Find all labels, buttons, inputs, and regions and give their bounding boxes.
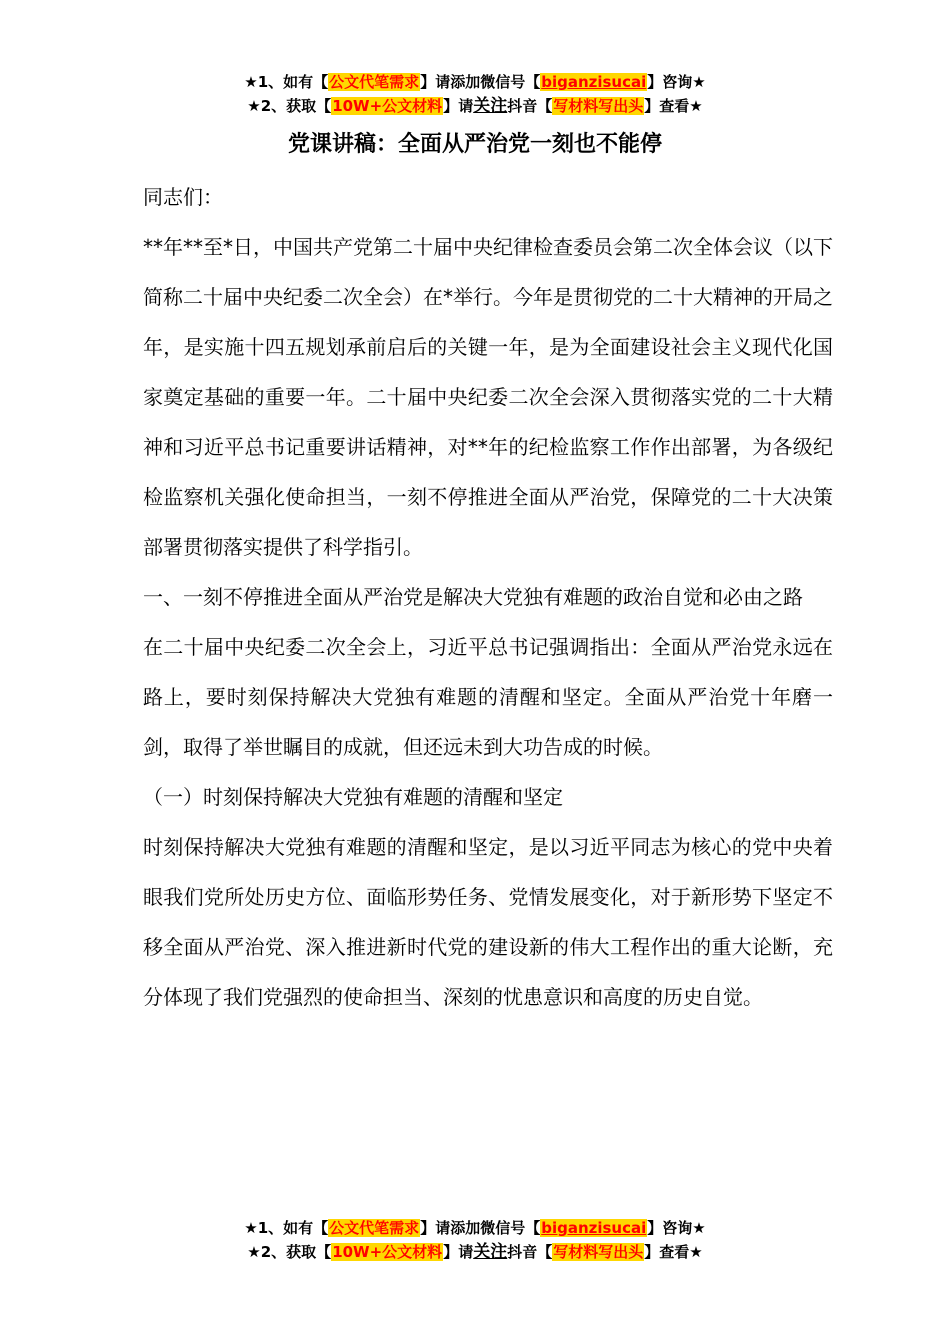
follow-text: 关注 [473,1242,508,1262]
banner-line-1: ★1、如有【公文代笔需求】请添加微信号【biganzisucai】咨询★ [244,1219,706,1237]
subsection-heading-1: （一）时刻保持解决大党独有难题的清醒和坚定 [143,785,563,809]
document-body [143,172,833,1022]
footer-banner [0,1216,950,1264]
section-heading-1: 一、一刻不停推进全面从严治党是解决大党独有难题的政治自觉和必由之路 [143,585,803,609]
paragraph-subsection-1: 时刻保持解决大党独有难题的清醒和坚定，是以习近平同志为核心的党中央着眼我们党所处历史方位、面临形势任务、党情发展变化，对于新形势下坚定不移全面从严治党、深入推进新时代党的建设新的伟大工程作出的重大论断，充分体现了我们党强烈的使命担当、深刻的忧患意识和高度的历史自觉。 [143,835,833,1009]
highlight-materials: 10W+公文材料 [332,1243,443,1261]
wechat-id[interactable]: biganzisucai [541,73,647,91]
wechat-id[interactable]: biganzisucai [541,1219,647,1237]
salutation: 同志们： [143,185,223,209]
highlight-materials: 10W+公文材料 [332,97,443,115]
paragraph-intro: **年**至*日，中国共产党第二十届中央纪律检查委员会第二次全体会议（以下简称二十届中央纪委二次全会）在*举行。今年是贯彻党的二十大精神的开局之年，是实施十四五规划承前启后的关键一年，是为全面建设社会主义现代化国家奠定基础的重要一年。二十届中央纪委二次全会深入贯彻落实党的二十大精神和习近平总书记重要讲话精神，对**年的纪检监察工作作出部署，为各级纪检监察机关强化使命担当，一刻不停推进全面从严治党，保障党的二十大决策部署贯彻落实提供了科学指引。 [143,235,833,559]
header-banner [0,70,950,118]
banner-line-2: ★2、获取【10W+公文材料】请关注抖音【写材料写出头】查看★ [247,96,703,116]
highlight-service: 公文代笔需求 [329,73,420,91]
paragraph-section-1: 在二十届中央纪委二次全会上，习近平总书记强调指出：全面从严治党永远在路上，要时刻保持解决大党独有难题的清醒和坚定。全面从严治党十年磨一剑，取得了举世瞩目的成就，但还远未到大功告成的时候。 [143,635,833,759]
banner-line-2: ★2、获取【10W+公文材料】请关注抖音【写材料写出头】查看★ [247,1242,703,1262]
banner-line-1: ★1、如有【公文代笔需求】请添加微信号【biganzisucai】咨询★ [244,73,706,91]
page-title: 党课讲稿：全面从严治党一刻也不能停 [287,132,662,157]
highlight-service: 公文代笔需求 [329,1219,420,1237]
follow-text: 关注 [473,96,508,116]
highlight-douyin[interactable]: 写材料写出头 [553,1243,644,1261]
highlight-douyin[interactable]: 写材料写出头 [553,97,644,115]
